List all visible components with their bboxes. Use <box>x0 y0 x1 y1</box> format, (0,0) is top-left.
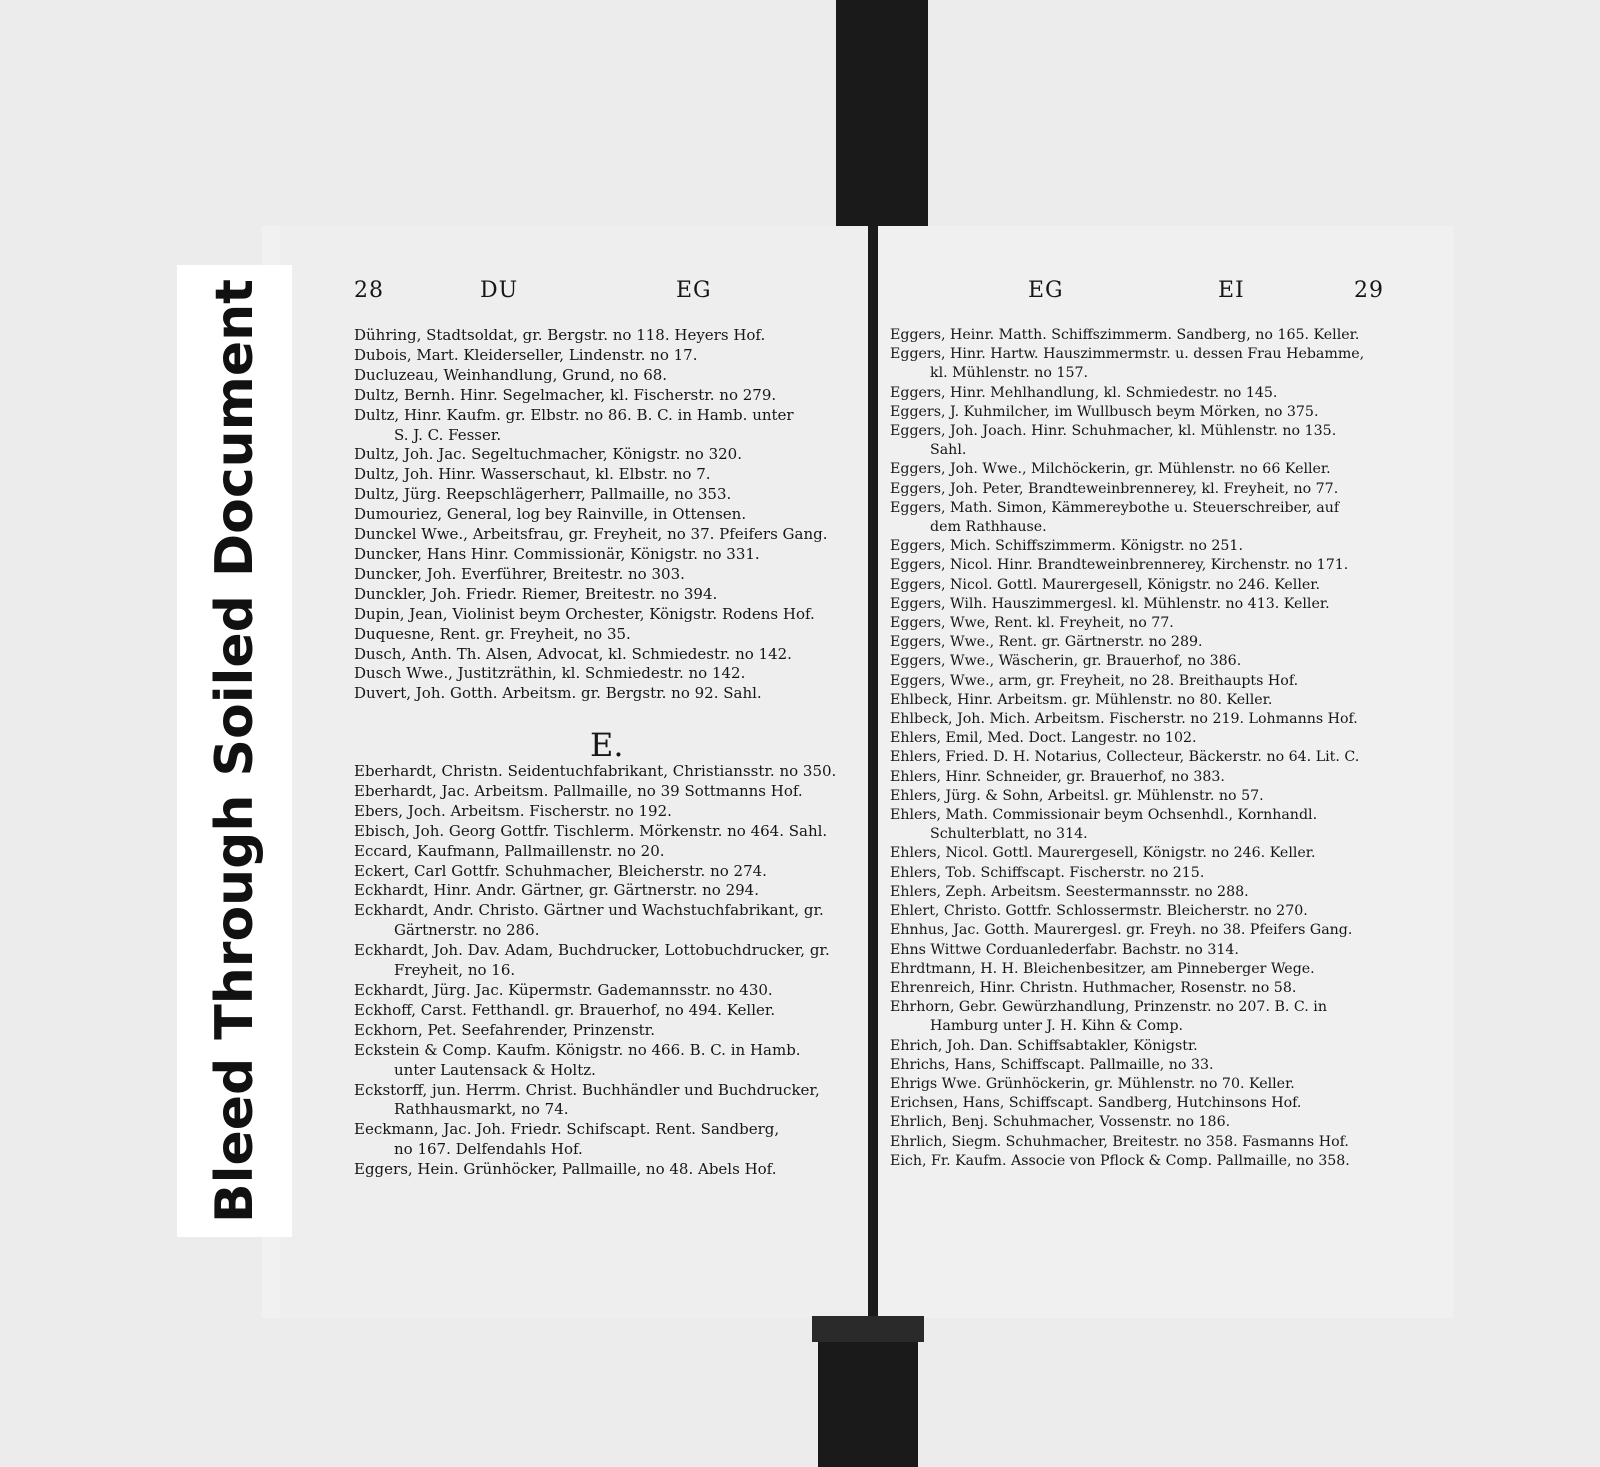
list-item: Eckhardt, Jürg. Jac. Küpermstr. Gademannsstr. no 430. <box>354 980 773 999</box>
list-item: kl. Mühlenstr. no 157. <box>930 365 1089 382</box>
list-item: Dunckel Wwe., Arbeitsfrau, gr. Freyheit, no 37. Pfeifers Gang. <box>354 525 828 544</box>
list-item: S. J. C. Fesser. <box>394 425 502 444</box>
list-item: Eggers, Hinr. Hartw. Hauszimmermstr. u. dessen Frau Hebamme, <box>890 346 1365 363</box>
list-item: Dultz, Joh. Hinr. Wasserschaut, kl. Elbstr. no 7. <box>354 465 711 484</box>
list-item: Ehlers, Jürg. & Sohn, Arbeitsl. gr. Mühlenstr. no 57. <box>890 787 1264 804</box>
list-item: Eggers, Mich. Schiffszimmerm. Königstr. no 251. <box>890 538 1243 555</box>
list-item: Ehrigs Wwe. Grünhöckerin, gr. Mühlenstr. no 70. Keller. <box>890 1075 1295 1092</box>
entry-list-du <box>354 326 828 704</box>
list-item: Eckhardt, Joh. Dav. Adam, Buchdrucker, Lottobuchdrucker, gr. <box>354 941 830 960</box>
list-item: Ehlers, Fried. D. H. Notarius, Collecteur, Bäckerstr. no 64. Lit. C. <box>890 749 1360 766</box>
list-item: Ehlbeck, Joh. Mich. Arbeitsm. Fischerstr. no 219. Lohmanns Hof. <box>890 711 1358 728</box>
list-item: Eggers, Joh. Peter, Brandteweinbrennerey, kl. Freyheit, no 77. <box>890 480 1339 497</box>
list-item: Ehlers, Math. Commissionair beym Ochsenhdl., Kornhandl. <box>890 807 1318 824</box>
list-item: Dultz, Joh. Jac. Segeltuchmacher, Königstr. no 320. <box>354 445 742 464</box>
list-item: Ehrenreich, Hinr. Christn. Huthmacher, Rosenstr. no 58. <box>890 979 1297 996</box>
list-item: Ehrlich, Siegm. Schuhmacher, Breitestr. no 358. Fasmanns Hof. <box>890 1133 1349 1150</box>
list-item: Dultz, Jürg. Reepschlägerherr, Pallmaille, no 353. <box>354 485 732 504</box>
list-item: Eggers, Hein. Grünhöcker, Pallmaille, no 48. Abels Hof. <box>354 1160 777 1179</box>
list-item: Dusch Wwe., Justitzräthin, kl. Schmiedestr. no 142. <box>354 664 746 683</box>
list-item: Eggers, Joh. Joach. Hinr. Schuhmacher, kl. Mühlenstr. no 135. <box>890 423 1337 440</box>
list-item: Ehlers, Nicol. Gottl. Maurergesell, Königstr. no 246. Keller. <box>890 845 1316 862</box>
list-item: Dühring, Stadtsoldat, gr. Bergstr. no 118. Heyers Hof. <box>354 326 766 344</box>
list-item: Eggers, Joh. Wwe., Milchöckerin, gr. Mühlenstr. no 66 Keller. <box>890 461 1331 478</box>
list-item: Dupin, Jean, Violinist beym Orchester, Königstr. Rodens Hof. <box>354 604 815 623</box>
list-item: Ehlbeck, Hinr. Arbeitsm. gr. Mühlenstr. no 80. Keller. <box>890 691 1273 708</box>
list-item: Eeckmann, Jac. Joh. Friedr. Schifscapt. Rent. Sandberg, <box>354 1120 780 1139</box>
list-item: Ehlers, Hinr. Schneider, gr. Brauerhof, no 383. <box>890 768 1225 785</box>
list-item: Eckhardt, Andr. Christo. Gärtner und Wachstuchfabrikant, gr. <box>354 901 824 920</box>
list-item: Sahl. <box>930 442 967 459</box>
list-item: Eggers, Heinr. Matth. Schiffszimmerm. Sandberg, no 165. Keller. <box>890 327 1360 343</box>
list-item: Ehlers, Tob. Schiffscapt. Fischerstr. no 215. <box>890 864 1205 881</box>
running-head-right-1: EG <box>1028 278 1064 303</box>
list-item: Eckhoff, Carst. Fetthandl. gr. Brauerhof, no 494. Keller. <box>354 1000 776 1019</box>
list-item: Ehrich, Joh. Dan. Schiffsabtakler, Königstr. <box>890 1037 1198 1054</box>
list-item: Ehrdtmann, H. H. Bleichenbesitzer, am Pinneberger Wege. <box>890 960 1315 977</box>
list-item: Dultz, Hinr. Kaufm. gr. Elbstr. no 86. B. C. in Hamb. unter <box>354 405 794 424</box>
list-item: Eccard, Kaufmann, Pallmaillenstr. no 20. <box>354 841 665 860</box>
list-item: Gärtnerstr. no 286. <box>394 921 540 940</box>
list-item: Ehns Wittwe Corduanlederfabr. Bachstr. no 314. <box>890 941 1239 958</box>
list-item: Ebisch, Joh. Georg Gottfr. Tischlerm. Mörkenstr. no 464. Sahl. <box>354 821 828 840</box>
running-head-right-2: EI <box>1218 278 1245 303</box>
binding-strap-bottom-lip <box>812 1316 924 1342</box>
binding-strap-top <box>836 0 928 226</box>
list-item: Ehnhus, Jac. Gotth. Maurergesl. gr. Freyh. no 38. Pfeifers Gang. <box>890 922 1353 939</box>
list-item: Schulterblatt, no 314. <box>930 826 1088 843</box>
list-item: Eggers, Nicol. Hinr. Brandteweinbrennerey, Kirchenstr. no 171. <box>890 557 1349 574</box>
list-item: Duquesne, Rent. gr. Freyheit, no 35. <box>354 624 631 643</box>
list-item: Ehlers, Zeph. Arbeitsm. Seestermannsstr. no 288. <box>890 883 1249 900</box>
list-item: Dusch, Anth. Th. Alsen, Advocat, kl. Schmiedestr. no 142. <box>354 644 792 663</box>
page-number-right: 29 <box>1354 278 1384 303</box>
page-gutter <box>868 226 878 1318</box>
list-item: Eggers, Hinr. Mehlhandlung, kl. Schmiedestr. no 145. <box>890 384 1278 401</box>
list-item: Ehlers, Emil, Med. Doct. Langestr. no 102. <box>890 730 1197 747</box>
list-item: Ehrhorn, Gebr. Gewürzhandlung, Prinzenstr. no 207. B. C. in <box>890 999 1327 1016</box>
list-item: Eggers, Wwe., Wäscherin, gr. Brauerhof, no 386. <box>890 653 1242 670</box>
list-item: Eggers, Wilh. Hauszimmergesl. kl. Mühlenstr. no 413. Keller. <box>890 595 1330 612</box>
list-item: Ehlert, Christo. Gottfr. Schlossermstr. Bleicherstr. no 270. <box>890 903 1308 920</box>
list-item: Eckstorff, jun. Herrm. Christ. Buchhändler und Buchdrucker, <box>354 1080 820 1099</box>
list-item: Erichsen, Hans, Schiffscapt. Sandberg, Hutchinsons Hof. <box>890 1095 1302 1112</box>
side-label-text: Bleed Through Soiled Document <box>204 278 265 1224</box>
list-item: Eckhardt, Hinr. Andr. Gärtner, gr. Gärtnerstr. no 294. <box>354 881 759 900</box>
list-item: Dubois, Mart. Kleiderseller, Lindenstr. no 17. <box>354 345 698 364</box>
list-item: Duncker, Joh. Everführer, Breitestr. no 303. <box>354 564 685 583</box>
running-head-left-2: EG <box>676 278 712 303</box>
list-item: Hamburg unter J. H. Kihn & Comp. <box>930 1018 1184 1035</box>
list-item: Duncker, Hans Hinr. Commissionär, Königstr. no 331. <box>354 544 760 563</box>
list-item: Eggers, Nicol. Gottl. Maurergesell, Königstr. no 246. Keller. <box>890 576 1321 593</box>
list-item: Eberhardt, Jac. Arbeitsm. Pallmaille, no 39 Sottmanns Hof. <box>354 781 803 800</box>
list-item: Ehrlich, Benj. Schuhmacher, Vossenstr. no 186. <box>890 1114 1231 1131</box>
list-item: Duvert, Joh. Gotth. Arbeitsm. gr. Bergstr. no 92. Sahl. <box>354 684 762 703</box>
right-page <box>878 226 1454 1318</box>
list-item: Eckert, Carl Gottfr. Schuhmacher, Bleicherstr. no 274. <box>354 861 767 880</box>
section-heading-e: E. <box>590 726 624 764</box>
list-item: Eggers, Wwe., Rent. gr. Gärtnerstr. no 289. <box>890 634 1203 651</box>
list-item: Ducluzeau, Weinhandlung, Grund, no 68. <box>354 365 668 384</box>
list-item: Eggers, Wwe., arm, gr. Freyheit, no 28. Breithaupts Hof. <box>890 672 1299 689</box>
list-item: Eich, Fr. Kaufm. Associe von Pflock & Comp. Pallmaille, no 358. <box>890 1152 1350 1169</box>
list-item: Eckstein & Comp. Kaufm. Königstr. no 466. B. C. in Hamb. <box>354 1040 801 1059</box>
list-item: Eckhorn, Pet. Seefahrender, Prinzenstr. <box>354 1020 655 1039</box>
list-item: Eggers, J. Kuhmilcher, im Wullbusch beym Mörken, no 375. <box>890 403 1319 420</box>
list-item: Dumouriez, General, log bey Rainville, in Ottensen. <box>354 505 747 524</box>
list-item: Eggers, Wwe, Rent. kl. Freyheit, no 77. <box>890 615 1174 632</box>
list-item: Dunckler, Joh. Friedr. Riemer, Breitestr. no 394. <box>354 584 718 603</box>
list-item: Freyheit, no 16. <box>394 961 516 980</box>
list-item: unter Lautensack & Holtz. <box>394 1060 596 1079</box>
list-item: Dultz, Bernh. Hinr. Segelmacher, kl. Fischerstr. no 279. <box>354 385 777 404</box>
side-label <box>177 265 292 1237</box>
list-item: Eggers, Math. Simon, Kämmereybothe u. Steuerschreiber, auf <box>890 499 1340 516</box>
list-item: dem Rathhause. <box>930 519 1047 536</box>
entry-list-eg-ei <box>890 326 1364 1171</box>
list-item: Ebers, Joch. Arbeitsm. Fischerstr. no 192. <box>354 801 672 820</box>
running-head-left-1: DU <box>480 278 519 303</box>
list-item: Rathhausmarkt, no 74. <box>394 1100 569 1119</box>
list-item: no 167. Delfendahls Hof. <box>394 1140 583 1159</box>
page-number-left: 28 <box>354 278 384 303</box>
list-item: Ehrichs, Hans, Schiffscapt. Pallmaille, no 33. <box>890 1056 1214 1073</box>
list-item: Eberhardt, Christn. Seidentuchfabrikant, Christiansstr. no 350. <box>354 762 837 780</box>
entry-list-e <box>354 762 836 1180</box>
